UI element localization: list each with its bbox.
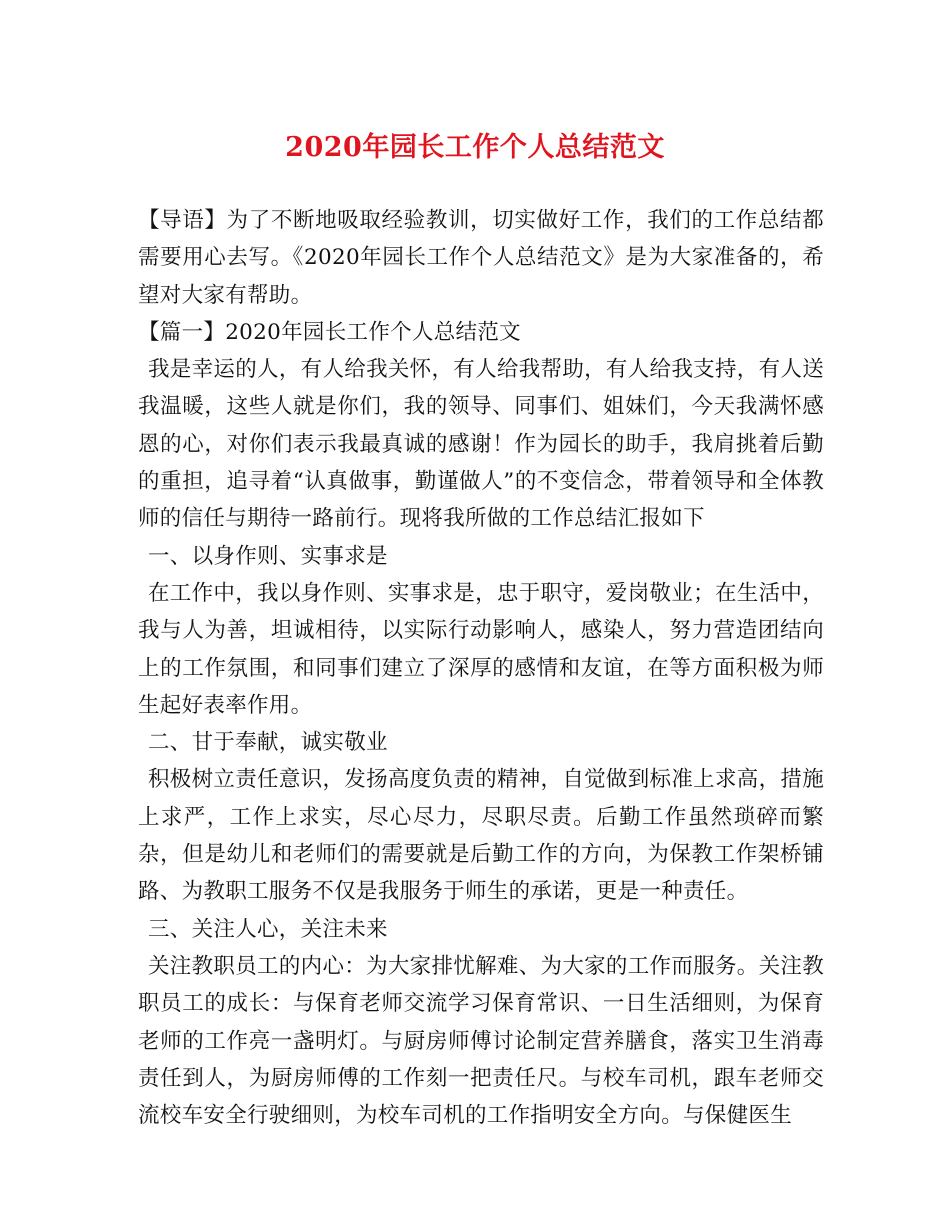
section-heading-1: 一、以身作则、实事求是 <box>148 543 388 569</box>
intro-paragraph: 【导语】为了不断地吸取经验教训，切实做好工作，我们的工作总结都需要用心去写。《2020年园长工作个人总结范文》是为大家准备的，希望对大家有帮助。 <box>138 208 824 308</box>
section-label: 【篇一】2020年园长工作个人总结范文 <box>138 319 521 345</box>
section-heading-2: 二、甘于奉献，诚实敬业 <box>148 730 388 756</box>
opening-paragraph: 我是幸运的人，有人给我关怀，有人给我帮助，有人给我支持，有人送我温暖，这些人就是你们，我的领导、同事们、姐妹们，今天我满怀感恩的心，对你们表示我最真诚的感谢！作为园长的助手，我肩挑着后勤的重担，追寻着“认真做事，勤谨做人”的不变信念，带着领导和全体教师的信任与期待一路前行。现将我所做的工作总结汇报如下 <box>138 357 824 532</box>
section-heading-3: 三、关注人心，关注未来 <box>148 916 388 942</box>
paragraph-3: 关注教职员工的内心：为大家排忧解难、为大家的工作而服务。关注教职员工的成长：与保育老师交流学习保育常识、一日生活细则，为保育老师的工作亮一盏明灯。与厨房师傅讨论制定营养膳食，落实卫生消毒责任到人，为厨房师傅的工作刻一把责任尺。与校车司机，跟车老师交流校车安全行驶细则，为校车司机的工作指明安全方向。与保健医生 <box>138 953 824 1129</box>
paragraph-2: 积极树立责任意识，发扬高度负责的精神，自觉做到标准上求高，措施上求严，工作上求实，尽心尽力，尽职尽责。后勤工作虽然琐碎而繁杂，但是幼儿和老师们的需要就是后勤工作的方向，为保教工作架桥铺路、为教职工服务不仅是我服务于师生的承诺，更是一种责任。 <box>138 767 824 905</box>
paragraph-1: 在工作中，我以身作则、实事求是，忠于职守，爱岗敬业；在生活中，我与人为善，坦诚相待，以实际行动影响人，感染人，努力营造团结向上的工作氛围，和同事们建立了深厚的感情和友谊，在等方面积极为师生起好表率作用。 <box>138 580 824 718</box>
document-body <box>138 202 824 1134</box>
document-title: 2020年园长工作个人总结范文 <box>285 132 665 163</box>
